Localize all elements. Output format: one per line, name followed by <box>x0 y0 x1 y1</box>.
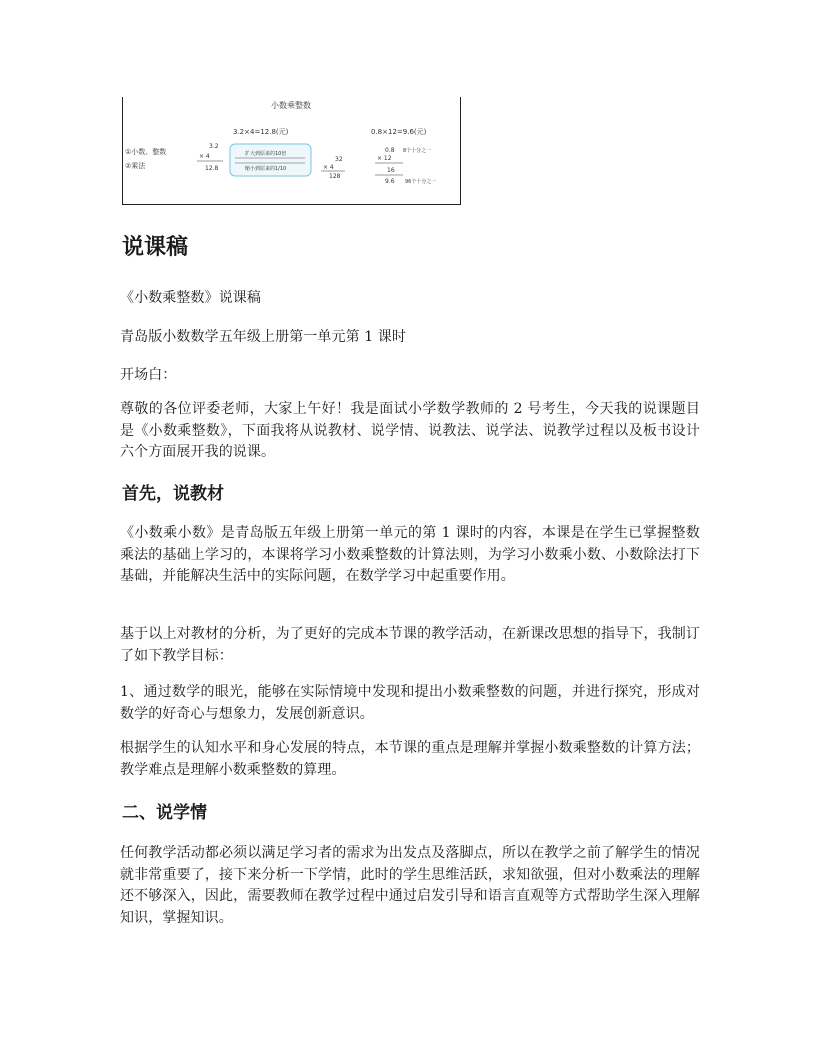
course-info: 青岛版小数数学五年级上册第一单元第 1 课时 <box>120 329 407 345</box>
calc-a-top: 3.2 <box>209 143 219 150</box>
calc-c-mul: × 12 <box>377 155 392 162</box>
board-side-label-2: ②乘法 <box>125 162 146 170</box>
board-title: 小数乘整数 <box>271 101 311 110</box>
box-note-2: 缩小到原来的1/10 <box>245 166 287 172</box>
box-note-1: 扩大到原来的10倍 <box>245 151 287 157</box>
calc-c-note-1: 8个十分之一 <box>403 148 432 154</box>
opening-label: 开场白： <box>120 367 177 383</box>
textbook-paragraph-2: 基于以上对教材的分析，为了更好的完成本节课的教学活动，在新课改思想的指导下，我制订了如下教学目标： <box>120 626 700 664</box>
textbook-paragraph-3: 1、通过数学的眼光，能够在实际情境中发现和提出小数乘整数的问题，并进行探究，形成对数学的好奇心与想象力，发展创新意识。 <box>120 684 700 722</box>
document-title: 说课稿 <box>122 235 189 260</box>
section-heading-learners: 二、说学情 <box>122 803 207 823</box>
opening-paragraph: 尊敬的各位评委老师，大家上午好！我是面试小学数学教师的 2 号考生，今天我的说课题目是《小数乘整数》，下面我将从说教材、说学情、说教法、说学法、说教学过程以及板书设计六个方面展开我的说课。 <box>120 401 700 460</box>
blackboard-design-image <box>122 97 461 205</box>
calc-b-top: 32 <box>335 156 343 163</box>
calc-c-res: 9.6 <box>385 178 395 185</box>
textbook-paragraph-4: 根据学生的认知水平和身心发展的特点，本节课的重点是理解并掌握小数乘整数的计算方法；教学难点是理解小数乘整数的算理。 <box>120 740 700 778</box>
calc-a-mul: × 4 <box>199 153 210 160</box>
calc-c-mid: 16 <box>387 167 395 174</box>
board-equation-right: 0.8×12=9.6(元) <box>371 128 427 136</box>
board-side-label-1: ①小数、整数 <box>125 148 167 156</box>
section-heading-textbook: 首先，说教材 <box>122 484 224 504</box>
lesson-subtitle: 《小数乘整数》说课稿 <box>120 290 261 306</box>
learners-paragraph: 任何教学活动都必须以满足学习者的需求为出发点及落脚点，所以在教学之前了解学生的情况就非常重要了，接下来分析一下学情，此时的学生思维活跃，求知欲强，但对小数乘法的理解还不够深入，因此，需要教师在教学过程中通过启发引导和语言直观等方式帮助学生深入理解知识，掌握知识。 <box>120 845 700 926</box>
calc-c-note-2: 96个十分之一 <box>405 179 437 185</box>
calc-c-top: 0.8 <box>385 147 395 154</box>
board-equation-left: 3.2×4=12.8(元) <box>233 128 289 136</box>
calc-a-res: 12.8 <box>205 165 219 172</box>
textbook-paragraph-1: 《小数乘小数》是青岛版五年级上册第一单元的第 1 课时的内容，本课是在学生已掌握整数乘法的基础上学习的，本课将学习小数乘整数的计算法则，为学习小数乘小数、小数除法打下基础，并能解决生活中的实际问题，在数学学习中起重要作用。 <box>120 525 700 584</box>
calc-b-mul: × 4 <box>323 164 334 171</box>
calc-b-res: 128 <box>329 173 341 180</box>
